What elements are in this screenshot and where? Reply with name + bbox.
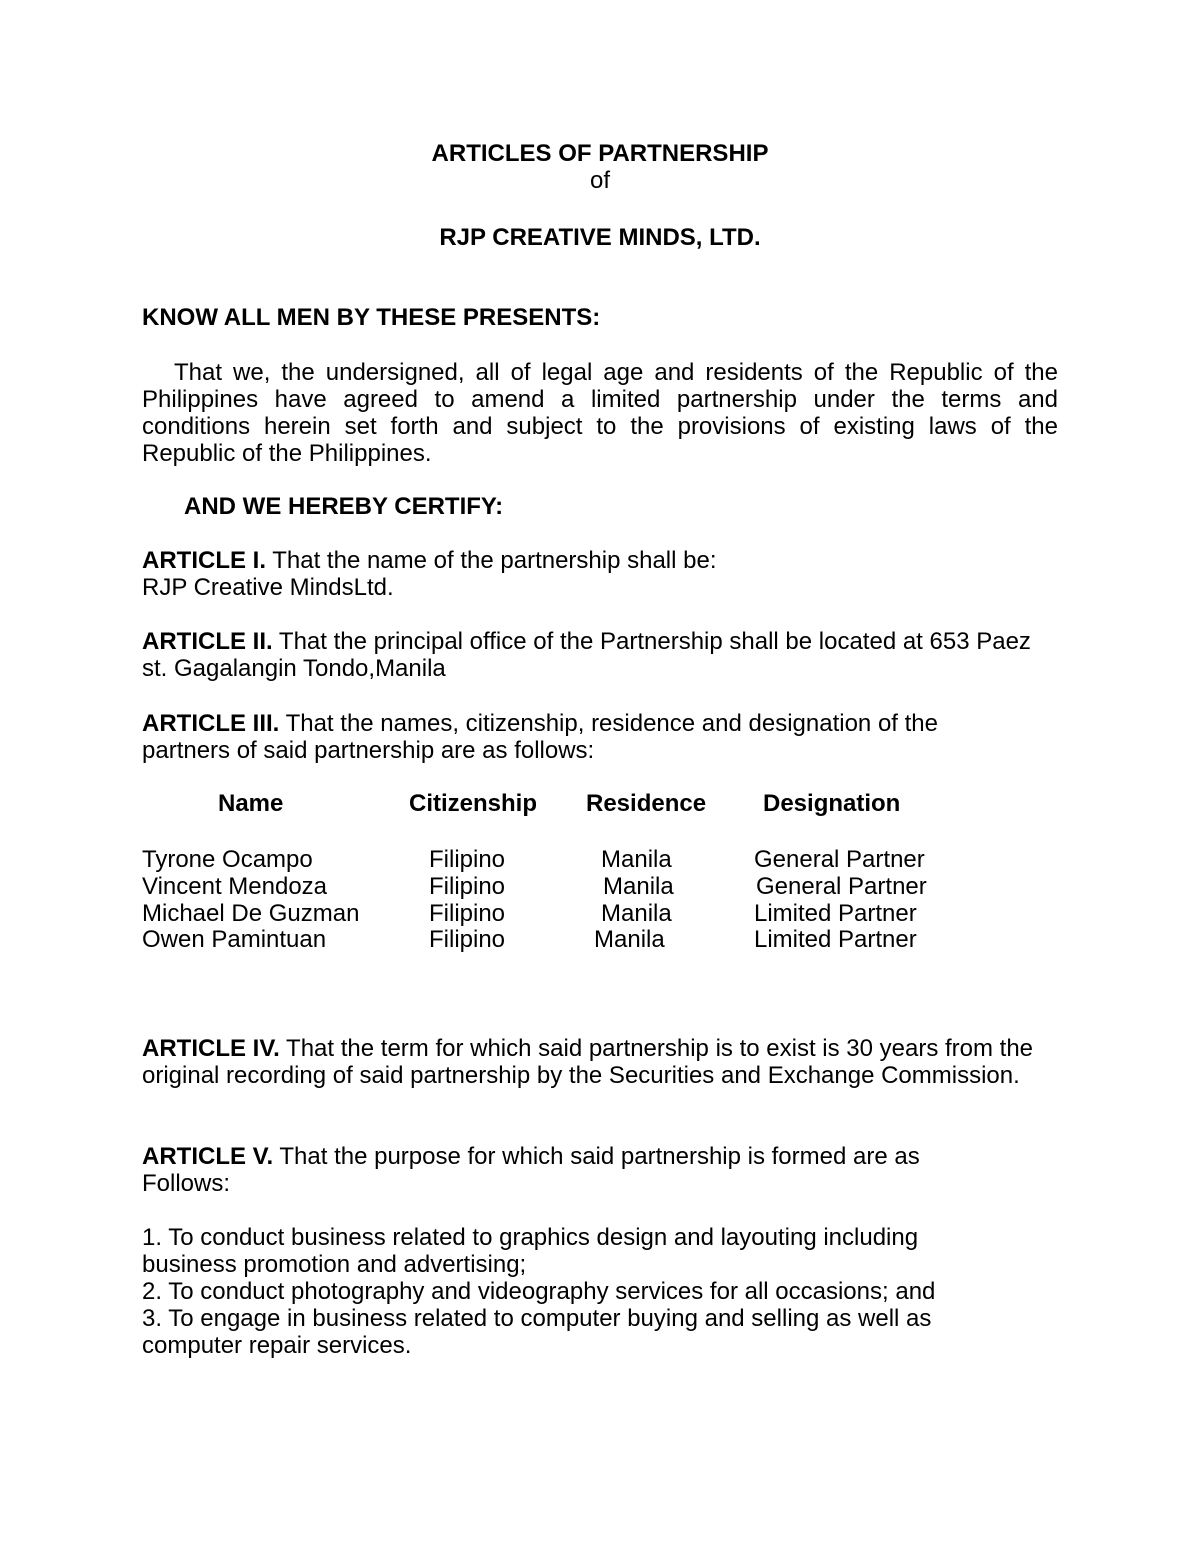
partner-designation: Limited Partner xyxy=(754,926,917,953)
partner-name: Michael De Guzman xyxy=(142,900,360,927)
article-3-text: That the names, citizenship, residence and designation of the partners of said partnership are as follows: xyxy=(142,710,938,764)
article-5 xyxy=(142,1143,982,1197)
partner-designation: Limited Partner xyxy=(754,900,917,927)
table-row xyxy=(0,846,1200,873)
header-residence: Residence xyxy=(586,790,707,817)
article-4-text: That the term for which said partnership is to exist is 30 years from the original recording of said partnership by the Securities and Exchange Commission. xyxy=(142,1035,1034,1089)
partner-name: Owen Pamintuan xyxy=(142,926,327,953)
partner-citizenship: Filipino xyxy=(429,873,506,900)
partner-designation: General Partner xyxy=(756,873,927,900)
partner-residence: Manila xyxy=(603,873,674,900)
document-title: ARTICLES OF PARTNERSHIP xyxy=(431,140,769,167)
article-5-text: That the purpose for which said partnership is formed are as Follows: xyxy=(142,1143,920,1197)
article-2-label: ARTICLE II. xyxy=(142,628,273,655)
partner-residence: Manila xyxy=(601,900,672,927)
article-1-text: That the name of the partnership shall be: xyxy=(266,547,717,574)
list-item: 2. To conduct photography and videography services for all occasions; and xyxy=(142,1278,936,1305)
partner-designation: General Partner xyxy=(754,846,925,873)
partner-citizenship: Filipino xyxy=(429,926,506,953)
header-name: Name xyxy=(218,790,284,817)
purposes-list xyxy=(142,1224,992,1359)
partner-citizenship: Filipino xyxy=(429,846,506,873)
article-4-label: ARTICLE IV. xyxy=(142,1035,280,1062)
partner-residence: Manila xyxy=(601,846,672,873)
partner-residence: Manila xyxy=(594,926,665,953)
article-3-label: ARTICLE III. xyxy=(142,710,280,737)
know-all-heading: KNOW ALL MEN BY THESE PRESENTS: xyxy=(142,304,601,331)
article-1-label: ARTICLE I. xyxy=(142,547,266,574)
header-designation: Designation xyxy=(763,790,901,817)
article-4 xyxy=(142,1035,1052,1089)
article-2-text: That the principal office of the Partnership shall be located at 653 Paez st. Gagalangin Tondo,Manila xyxy=(142,628,1031,682)
partner-name: Vincent Mendoza xyxy=(142,873,328,900)
article-2 xyxy=(142,628,1032,682)
table-row xyxy=(0,926,1200,953)
company-name-heading: RJP CREATIVE MINDS, LTD. xyxy=(439,224,761,251)
certify-heading: AND WE HEREBY CERTIFY: xyxy=(184,493,504,520)
header-citizenship: Citizenship xyxy=(409,790,538,817)
partners-table-header xyxy=(0,790,1200,817)
article-1 xyxy=(142,547,1058,601)
table-row xyxy=(0,900,1200,927)
article-5-label: ARTICLE V. xyxy=(142,1143,274,1170)
document-title-of: of xyxy=(589,167,610,194)
partner-citizenship: Filipino xyxy=(429,900,506,927)
list-item: 1. To conduct business related to graphics design and layouting including business promotion and advertising; xyxy=(142,1224,919,1278)
article-3 xyxy=(142,710,1002,764)
table-row xyxy=(0,873,1200,900)
intro-paragraph: That we, the undersigned, all of legal age and residents of the Republic of the Philippines have agreed to amend a limited partnership under the terms and conditions herein set forth and subject to the provisions of existing laws of the Republic of the Philippines. xyxy=(142,359,1058,467)
list-item: 3. To engage in business related to computer buying and selling as well as computer repair services. xyxy=(142,1305,932,1359)
article-1-partnership-name: RJP Creative MindsLtd. xyxy=(142,574,394,601)
partner-name: Tyrone Ocampo xyxy=(142,846,313,873)
article-1-line xyxy=(142,547,1058,574)
